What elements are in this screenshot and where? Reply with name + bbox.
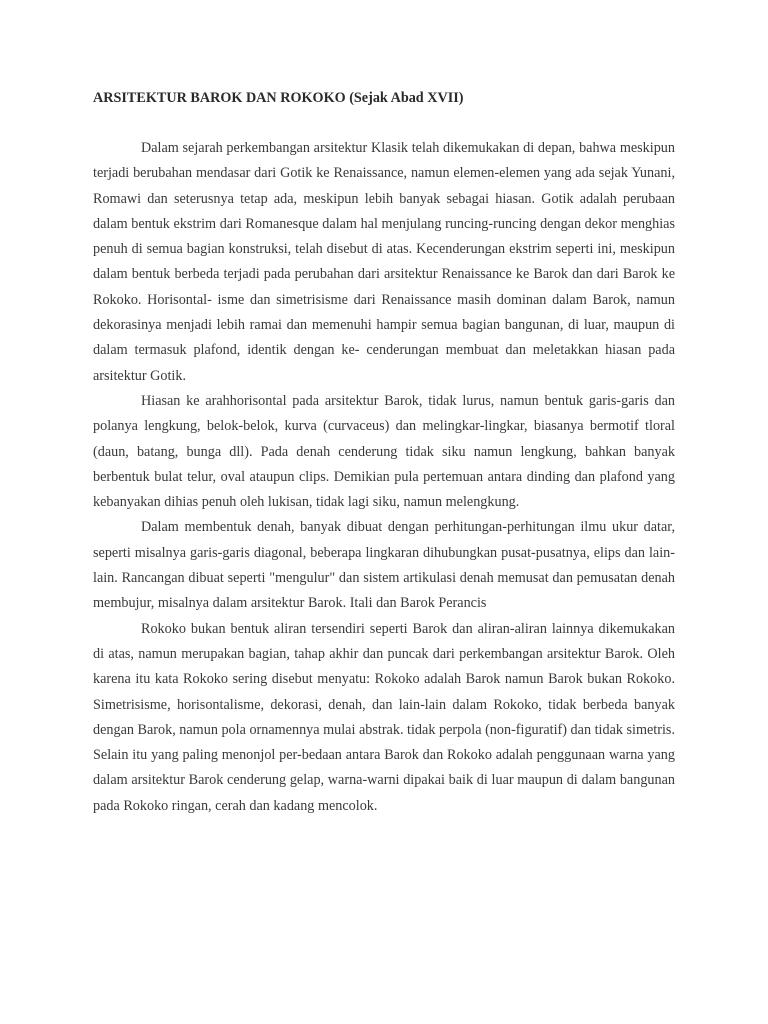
paragraph-3: Dalam membentuk denah, banyak dibuat dengan perhitungan-perhitungan ilmu ukur datar, seperti misalnya garis-garis diagonal, beberapa lingkaran dihubungkan pusat-pusatnya, elips dan lain-lain. Rancangan dibuat seperti "mengulur" dan sistem artikulasi denah memusat dan pemusatan denah membujur, misalnya dalam arsitektur Barok. Itali dan Barok Perancis xyxy=(93,519,675,612)
document-title: ARSITEKTUR BAROK DAN ROKOKO (Sejak Abad XVII) xyxy=(93,90,464,106)
title-spacer xyxy=(93,111,675,136)
paragraph-4: Rokoko bukan bentuk aliran tersendiri seperti Barok dan aliran-aliran lainnya dikemukakan di atas, namun merupakan bagian, tahap akhir dan puncak dari perkembangan arsitektur Barok. Oleh karena itu kata Rokoko sering disebut menyatu: Rokoko adalah Barok namun Barok bukan Rokoko. Simetrisisme, horisontalisme, dekorasi, denah, dan lain-lain dalam Rokoko, tidak berbeda banyak dengan Barok, namun pola ornamennya mulai abstrak. tidak perpola (non-figuratif) dan tidak simetris. Selain itu yang paling menonjol per-bedaan antara Barok dan Rokoko adalah penggunaan warna yang dalam arsitektur Barok cenderung gelap, warna-warni dipakai baik di luar maupun di dalam bangunan pada Rokoko ringan, cerah dan kadang mencolok. xyxy=(93,620,675,814)
document-body xyxy=(93,86,675,819)
paragraph-2: Hiasan ke arahhorisontal pada arsitektur Barok, tidak lurus, namun bentuk garis-garis dan polanya lengkung, belok-belok, kurva (curvaceus) dan melingkar-lingkar, biasanya bermotif tloral (daun, batang, bunga dll). Pada denah cenderung tidak siku namun lengkung, bahkan banyak berbentuk bulat telur, oval ataupun clips. Demikian pula pertemuan antara dinding dan plafond yang kebanyakan dihias penuh oleh lukisan, tidak lagi siku, namun melengkung. xyxy=(93,392,675,511)
paragraph-1: Dalam sejarah perkembangan arsitektur Klasik telah dikemukakan di depan, bahwa meskipun terjadi berubahan mendasar dari Gotik ke Renaissance, namun elemen-elemen yang ada sejak Yunani, Romawi dan seterusnya tetap ada, meskipun lebih banyak sebagai hiasan. Gotik adalah perubaan dalam bentuk ekstrim dari Romanesque dalam hal menjulang runcing-runcing dengan dekor menghias penuh di semua bagian konstruksi, telah disebut di atas. Kecenderungan ekstrim seperti ini, meskipun dalam bentuk berbeda terjadi pada perubahan dari arsitektur Renaissance ke Barok dan dari Barok ke Rokoko. Horisontal- isme dan simetrisisme dari Renaissance masih dominan dalam Barok, namun dekorasinya menjadi lebih ramai dan memenuhi hampir semua bagian bangunan, di luar, maupun di dalam termasuk plafond, identik dengan ke- cenderungan membuat dan meletakkan hiasan pada arsitektur Gotik. xyxy=(93,140,675,384)
